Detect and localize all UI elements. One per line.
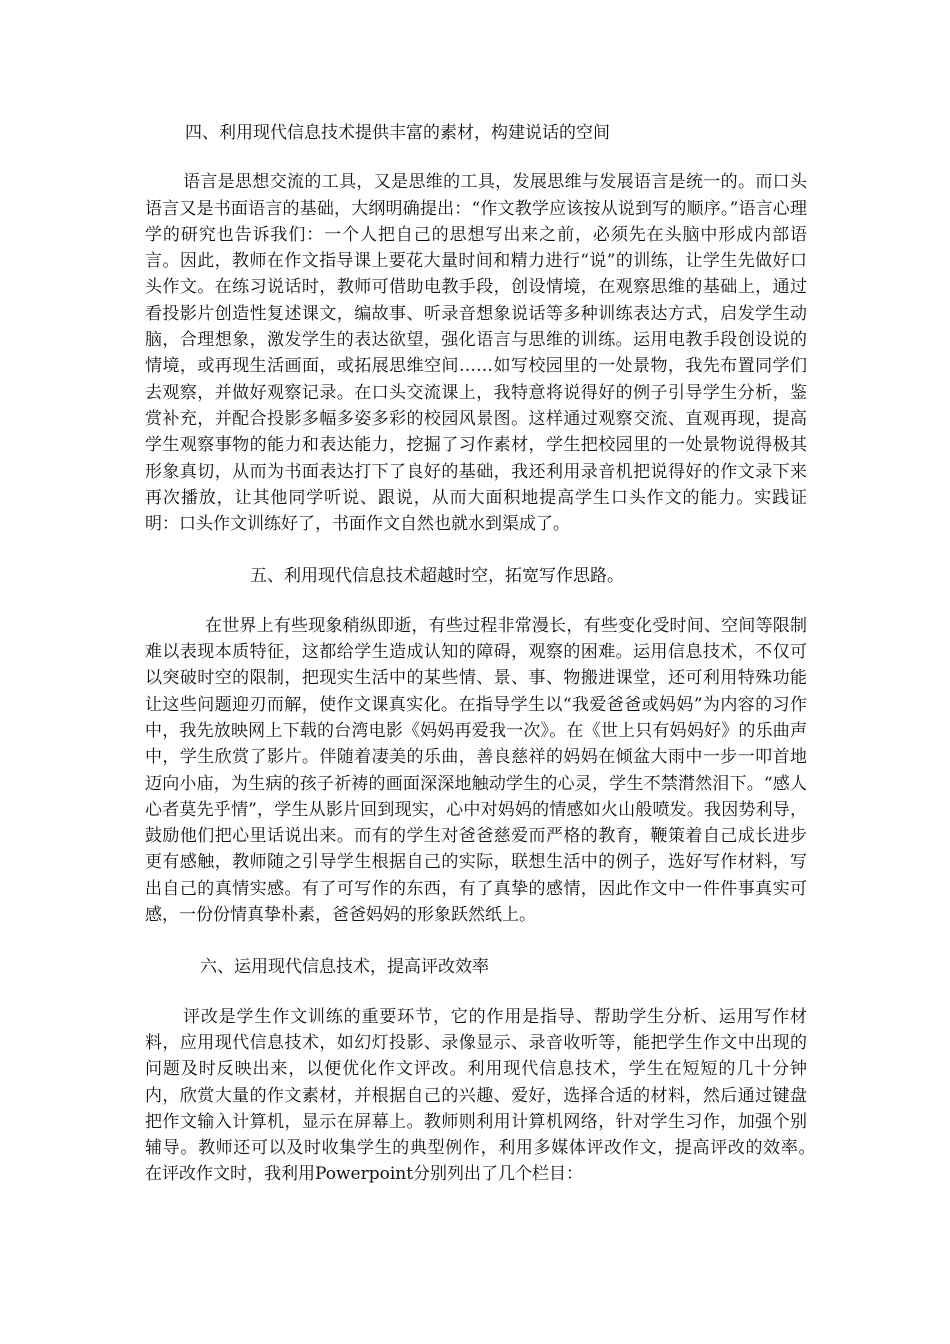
spacer	[145, 146, 807, 169]
spacer	[145, 590, 807, 613]
section-heading-5: 五、利用现代信息技术超越时空，拓宽写作思路。	[250, 566, 624, 587]
document-body	[145, 120, 841, 1188]
section-paragraph-4: 语言是思想交流的工具，又是思维的工具，发展思维与发展语言是统一的。而口头语言又是书面语言的基础，大纲明确提出：“作文教学应该按从说到写的顺序。”语言心理学的研究也告诉我们：一个人把自己的思想写出来之前，必须先在头脑中形成内部语言。因此，教师在作文指导课上要花大量时间和精力进行“说”的训练，让学生先做好口头作文。在练习说话时，教师可借助电教手段，创设情境，在观察思维的基础上，通过看投影片创造性复述课文，编故事、听录音想象说话等多种训练表达方式，启发学生动脑，合理想象，激发学生的表达欲望，强化语言与思维的训练。运用电教手段创设说的情境，或再现生活画面，或拓展思维空间……如写校园里的一处景物，我先布置同学们去观察，并做好观察记录。在口头交流课上，我特意将说得好的例子引导学生分析，鉴赏补充，并配合投影多幅多姿多彩的校园风景图。这样通过观察交流、直观再现，提高学生观察事物的能力和表达能力，挖掘了习作素材，学生把校园里的一处景物说得极其形象真切，从而为书面表达打下了良好的基础，我还利用录音机把说得好的作文录下来再次播放，让其他同学听说、跟说，从而大面积地提高学生口头作文的能力。实践证明：口头作文训练好了，书面作文自然也就水到渠成了。	[145, 172, 807, 535]
spacer	[145, 928, 807, 954]
section-paragraph-5: 在世界上有些现象稍纵即逝，有些过程非常漫长，有些变化受时间、空间等限制难以表现本质特征，这都给学生造成认知的障碍，观察的困难。运用信息技术，不仅可以突破时空的限制，把现实生活中的某些情、景、事、物搬进课堂，还可利用特殊功能让这些问题迎刃而解，使作文课真实化。在指导学生以“我爱爸爸或妈妈”为内容的习作中，我先放映网上下载的台湾电影《妈妈再爱我一次》。在《世上只有妈妈好》的乐曲声中，学生欣赏了影片。伴随着凄美的乐曲，善良慈祥的妈妈在倾盆大雨中一步一叩首地迈向小庙，为生病的孩子祈祷的画面深深地触动学生的心灵，学生不禁潸然泪下。“感人心者莫先乎情”，学生从影片回到现实，心中对妈妈的情感如火山般喷发。我因势利导，鼓励他们把心里话说出来。而有的学生对爸爸慈爱而严格的教育，鞭策着自己成长进步更有感触，教师随之引导学生根据自己的实际，联想生活中的例子，选好写作材料，写出自己的真情实感。有了可写作的东西，有了真挚的感情，因此作文中一件件事真实可感，一份份情真挚朴素，爸爸妈妈的形象跃然纸上。	[145, 615, 807, 926]
section-heading-6: 六、运用现代信息技术，提高评改效率	[200, 957, 489, 978]
spacer	[145, 537, 807, 563]
section-paragraph-6: 评改是学生作文训练的重要环节，它的作用是指导、帮助学生分析、运用写作材料，应用现代信息技术，如幻灯投影、录像显示、录音收听等，能把学生作文中出现的问题及时反映出来，以便优化作文评改。利用现代信息技术，学生在短短的几十分钟内，欣赏大量的作文素材，并根据自己的兴趣、爱好，选择合适的材料，然后通过键盘把作文输入计算机，显示在屏幕上。教师则利用计算机网络，针对学生习作，加强个别辅导。教师还可以及时收集学生的典型例作，利用多媒体评改作文，提高评改的效率。 在评改作文时，我利用Powerpoint分别列出了几个栏目：	[145, 1006, 841, 1185]
spacer	[145, 981, 807, 1004]
section-heading-4: 四、利用现代信息技术提供丰富的素材，构建说话的空间	[185, 123, 610, 143]
